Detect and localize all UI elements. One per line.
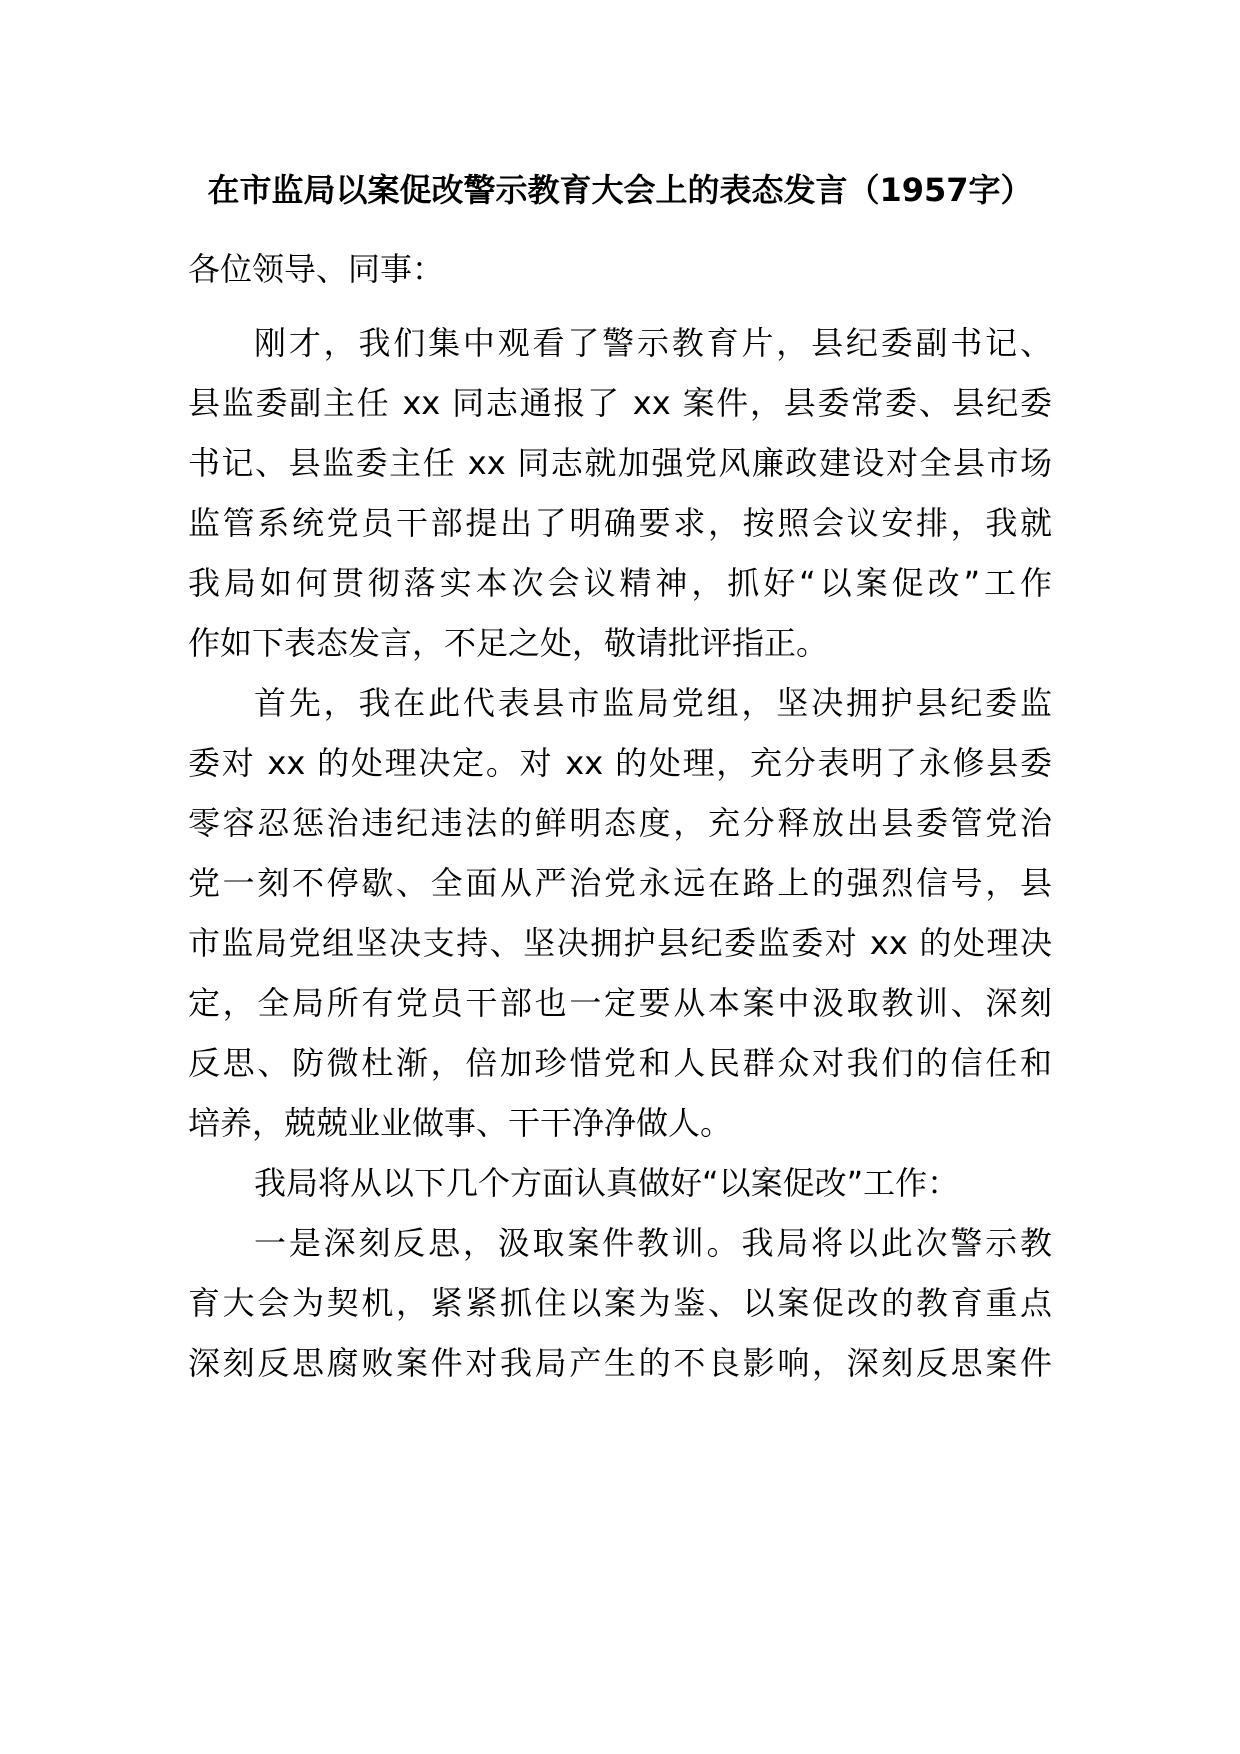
text-line: 培养，兢兢业业做事、干干净净做人。 bbox=[188, 1104, 733, 1142]
text-line: 书记、县监委主任 xx 同志就加强党风廉政建设对全县市场 bbox=[188, 444, 1052, 482]
text-line: 零容忍惩治违纪违法的鲜明态度，充分释放出县委管党治 bbox=[188, 804, 1052, 842]
text-line: 作如下表态发言，不足之处，敬请批评指正。 bbox=[188, 624, 829, 662]
text-line: 刚才，我们集中观看了警示教育片，县纪委副书记、 bbox=[254, 324, 1052, 362]
text-line: 反思、防微杜渐，倍加珍惜党和人民群众对我们的信任和 bbox=[188, 1044, 1052, 1082]
text-line: 我局如何贯彻落实本次会议精神，抓好“以案促改”工作 bbox=[188, 564, 1052, 602]
text-line: 我局将从以下几个方面认真做好“以案促改”工作： bbox=[254, 1164, 960, 1202]
text-line: 一是深刻反思，汲取案件教训。我局将以此次警示教 bbox=[254, 1224, 1052, 1262]
document-title: 在市监局以案促改警示教育大会上的表态发言（1957字） bbox=[207, 171, 1033, 209]
text-line: 委对 xx 的处理决定。对 xx 的处理，充分表明了永修县委 bbox=[188, 744, 1052, 782]
text-line: 育大会为契机，紧紧抓住以案为鉴、以案促改的教育重点 bbox=[188, 1284, 1052, 1322]
text-line: 深刻反思腐败案件对我局产生的不良影响，深刻反思案件 bbox=[188, 1344, 1052, 1382]
text-line: 监管系统党员干部提出了明确要求，按照会议安排，我就 bbox=[188, 504, 1052, 542]
text-line: 党一刻不停歇、全面从严治党永远在路上的强烈信号，县 bbox=[188, 864, 1052, 902]
salutation: 各位领导、同事： bbox=[188, 250, 445, 288]
text-line: 首先，我在此代表县市监局党组，坚决拥护县纪委监 bbox=[254, 684, 1052, 722]
text-line: 市监局党组坚决支持、坚决拥护县纪委监委对 xx 的处理决 bbox=[188, 924, 1052, 962]
text-line: 定，全局所有党员干部也一定要从本案中汲取教训、深刻 bbox=[188, 984, 1052, 1022]
text-line: 县监委副主任 xx 同志通报了 xx 案件，县委常委、县纪委 bbox=[188, 384, 1052, 422]
